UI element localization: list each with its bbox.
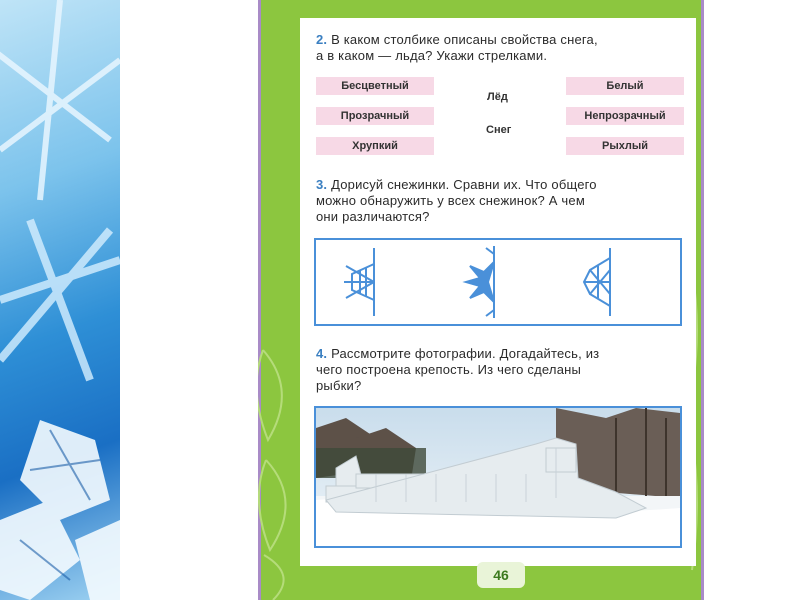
half-snowflake-2 [462,244,502,320]
task4-line2: чего построена крепость. Из чего сделаны [316,362,582,377]
task3-line2: можно обнаружить у всех снежинок? А чем [316,193,585,208]
page-number: 46 [477,562,525,588]
task2-text [316,32,688,64]
snowflake-background [0,0,120,600]
half-snowflake-1 [340,244,380,320]
snowflake-drawing-box[interactable] [314,238,682,326]
word-center-snow: Снег [486,124,512,136]
word-right-1: Белый [566,77,684,95]
task3-line1: Дорисуй снежинки. Сравни их. Что общего [331,177,597,192]
task4-line1: Рассмотрите фотографии. Догадайтесь, из [331,346,600,361]
task3-text [316,177,688,225]
task3-line3: они различаются? [316,209,430,224]
task2-number: 2. [316,32,328,47]
task2-line2: а в каком — льда? Укажи стрелками. [316,48,548,63]
snow-fortress-photo [314,406,682,548]
word-center-ice: Лёд [487,91,508,103]
word-left-1: Бесцветный [316,77,434,95]
task4-line3: рыбки? [316,378,362,393]
word-left-3: Хрупкий [316,137,434,155]
task4-number: 4. [316,346,328,361]
half-snowflake-3 [578,244,618,320]
task3-number: 3. [316,177,328,192]
task4-text [316,346,688,394]
task2-line1: В каком столбике описаны свойства снега, [331,32,598,47]
word-right-3: Рыхлый [566,137,684,155]
word-left-2: Прозрачный [316,107,434,125]
word-right-2: Непрозрачный [566,107,684,125]
